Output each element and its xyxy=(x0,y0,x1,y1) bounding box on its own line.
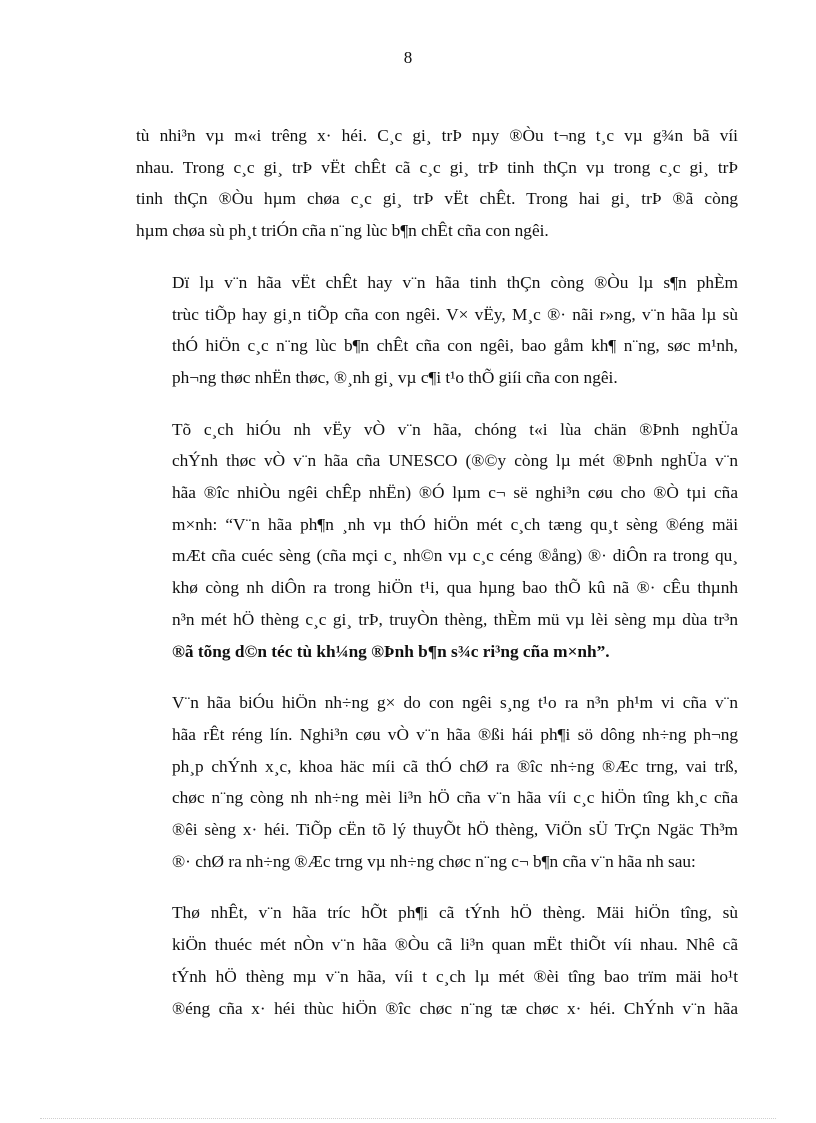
text-line: Tõ c¸ch hiÓu nh vËy vÒ v¨n hãa, chóng t«i lùa chän ®Þnh nghÜa xyxy=(172,419,738,439)
text-line: mÆt cña cuéc sèng (cña mçi c¸ nh©n vµ c¸c céng ®ång) ®· diÔn ra trong qu¸ xyxy=(172,546,738,566)
text-line: nhau. Trong c¸c gi¸ trÞ vËt chÊt cã c¸c gi¸ trÞ tinh thÇn vµ trong c¸c gi¸ trÞ xyxy=(136,157,738,177)
text-line: chøc n¨ng còng nh nh÷ng mèi li³n hÖ cña v¨n hãa víi c¸c hiÖn tîng kh¸c cña xyxy=(172,788,738,808)
text-line: hãa ®îc nhiÒu ngêi chÊp nhËn) ®Ó lµm c¬ së nghi³n cøu cho ®Ò tµi cña xyxy=(172,483,738,503)
text-line: tÝnh hÖ thèng mµ v¨n hãa, víi t c¸ch lµ mét ®èi tîng bao trïm mäi ho¹t xyxy=(172,966,738,986)
text-line: ®ã tõng d©n téc tù kh¼ng ®Þnh b¶n s¾c ri³ng cña m×nh”. xyxy=(172,641,610,661)
text-line: thÓ hiÖn c¸c n¨ng lùc b¶n chÊt cña con ngêi, bao gåm kh¶ n¨ng, søc m¹nh, xyxy=(172,336,738,356)
text-line: ®éng cña x· héi thùc hiÖn ®îc chøc n¨ng tæ chøc x· héi. ChÝnh v¨n hãa xyxy=(172,998,738,1018)
text-line: m×nh: “V¨n hãa ph¶n ¸nh vµ thÓ hiÖn mét c¸ch tæng qu¸t sèng ®éng mäi xyxy=(172,514,738,534)
paragraph-3 xyxy=(136,414,738,668)
paragraph-2 xyxy=(136,267,738,394)
text-line: ph¬ng thøc nhËn thøc, ®¸nh gi¸ vµ c¶i t¹o thÕ giíi cña con ngêi. xyxy=(172,367,618,387)
text-line: tinh thÇn ®Òu hµm chøa c¸c gi¸ trÞ vËt chÊt. Trong hai gi¸ trÞ ®ã còng xyxy=(136,189,738,209)
text-line: kiÖn thuéc mét nÒn v¨n hãa ®Òu cã li³n quan mËt thiÕt víi nhau. Nhê cã xyxy=(172,935,738,955)
text-line: ®· chØ ra nh÷ng ®Æc trng vµ nh÷ng chøc n¨ng c¬ b¶n cña v¨n hãa nh sau: xyxy=(172,851,696,871)
text-line: Thø nhÊt, v¨n hãa tríc hÕt ph¶i cã tÝnh hÖ thèng. Mäi hiÖn tîng, sù xyxy=(172,903,738,923)
text-line: ph¸p chÝnh x¸c, khoa häc míi cã thÓ chØ ra ®îc nh÷ng ®Æc trng, vai trß, xyxy=(172,756,738,776)
text-line: khø còng nh diÔn ra trong hiÖn t¹i, qua hµng bao thÕ kû nã ®· cÊu thµnh xyxy=(172,578,738,598)
text-line: n³n mét hÖ thèng c¸c gi¸ trÞ, truyÒn thèng, thÈm mü vµ lèi sèng mµ dùa tr³n xyxy=(172,609,738,629)
page-bottom-divider xyxy=(40,1118,776,1119)
text-line: tù nhi³n vµ m«i trêng x· héi. C¸c gi¸ trÞ nµy ®Òu t¬ng t¸c vµ g¾n bã víi xyxy=(136,126,738,145)
text-line: hãa rÊt réng lín. Nghi³n cøu vÒ v¨n hãa ®ßi hái ph¶i sö dông nh÷ng ph¬ng xyxy=(172,724,738,744)
text-line: chÝnh thøc vÒ v¨n hãa cña UNESCO (®©y còng lµ mét ®Þnh nghÜa v¨n xyxy=(172,451,738,471)
paragraph-1 xyxy=(136,120,738,247)
text-line: trùc tiÕp hay gi¸n tiÕp cña con ngêi. V× vËy, M¸c ®· nãi r»ng, v¨n hãa lµ sù xyxy=(172,304,738,324)
paragraph-4 xyxy=(136,687,738,877)
page-number: 8 xyxy=(403,48,413,67)
text-line: V¨n hãa biÓu hiÖn nh÷ng g× do con ngêi s¸ng t¹o ra n³n ph¹m vi cña v¨n xyxy=(172,693,738,713)
text-line: Dï lµ v¨n hãa vËt chÊt hay v¨n hãa tinh thÇn còng ®Òu lµ s¶n phÈm xyxy=(172,272,738,292)
body-text xyxy=(136,120,738,1044)
text-line: hµm chøa sù ph¸t triÓn cña n¨ng lùc b¶n chÊt cña con ngêi. xyxy=(136,221,549,241)
paragraph-5 xyxy=(136,897,738,1024)
text-line: ®êi sèng x· héi. TiÕp cËn tõ lý thuyÕt hÖ thèng, ViÖn sÜ TrÇn Ngäc Th³m xyxy=(172,820,738,840)
